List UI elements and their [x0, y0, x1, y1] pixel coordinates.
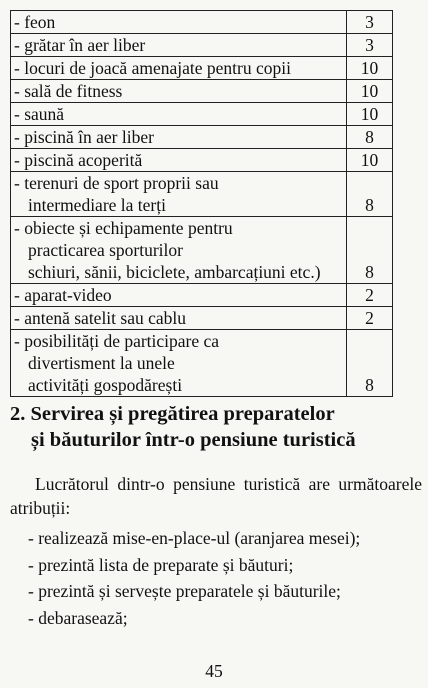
facility-name-line: - piscină în aer liber: [14, 127, 154, 147]
facility-name-line: - piscină acoperită: [14, 150, 143, 170]
facility-score-cell: 10: [347, 57, 393, 80]
facility-row: [11, 57, 393, 80]
facility-score-cell: 8: [347, 172, 393, 217]
facility-name-line: - terenuri de sport proprii sau: [14, 173, 219, 193]
facility-score-cell: 3: [347, 11, 393, 34]
facility-score-cell: 10: [347, 103, 393, 126]
duty-item: - prezintă lista de preparate și băuturi;: [28, 554, 294, 575]
facility-row: [11, 149, 393, 172]
facility-score-cell: 3: [347, 34, 393, 57]
facility-score-cell: 2: [347, 307, 393, 330]
facility-name-line: divertisment la unele: [28, 353, 175, 373]
section-body: [10, 472, 422, 631]
facility-row: [11, 217, 393, 284]
facility-name-cell: [11, 34, 347, 57]
facility-row: [11, 307, 393, 330]
facility-name-cell: [11, 103, 347, 126]
facility-row: [11, 172, 393, 217]
facility-name-cell: [11, 330, 347, 397]
facilities-score-table: [10, 10, 393, 397]
section-heading-line1: 2. Servirea și pregătirea preparatelor: [10, 403, 335, 425]
facility-name-cell: [11, 172, 347, 217]
facility-name-cell: [11, 149, 347, 172]
facility-score-cell: 2: [347, 284, 393, 307]
facility-name-line: activități gospodărești: [28, 375, 183, 395]
facility-name-line: - locuri de joacă amenajate pentru copii: [14, 58, 291, 78]
section-heading-line2: și băuturilor într-o pensiune turistică: [31, 429, 356, 451]
facility-row: [11, 34, 393, 57]
facility-row: [11, 103, 393, 126]
facility-name-cell: [11, 11, 347, 34]
facility-name-line: schiuri, sănii, biciclete, ambarcațiuni etc.): [28, 262, 321, 282]
facility-name-line: - obiecte și echipamente pentru: [14, 218, 233, 238]
facility-score-cell: 8: [347, 330, 393, 397]
facility-name-line: - grătar în aer liber: [14, 35, 146, 55]
facility-name-line: - aparat-video: [14, 285, 112, 305]
facility-row: [11, 126, 393, 149]
facility-name-cell: [11, 217, 347, 284]
facility-name-cell: [11, 307, 347, 330]
facility-score-cell: 8: [347, 217, 393, 284]
facility-name-cell: [11, 126, 347, 149]
facility-row: [11, 80, 393, 103]
facility-name-line: - sală de fitness: [14, 81, 123, 101]
facility-row: [11, 11, 393, 34]
duty-item: - prezintă și servește preparatele și băuturile;: [28, 581, 341, 601]
facility-name-line: intermediare la terți: [28, 195, 166, 215]
page-number: 45: [205, 661, 223, 681]
facility-name-line: - posibilități de participare ca: [14, 331, 220, 351]
facility-row: [11, 284, 393, 307]
duties-list: [10, 525, 422, 631]
duty-item: - debarasează;: [28, 607, 128, 628]
facility-name-cell: [11, 57, 347, 80]
facility-row: [11, 330, 393, 397]
facility-name-line: practicarea sporturilor: [28, 240, 183, 260]
facility-name-cell: [11, 284, 347, 307]
facility-score-cell: 8: [347, 126, 393, 149]
facility-score-cell: 10: [347, 149, 393, 172]
facility-name-line: - feon: [14, 12, 56, 32]
facility-score-cell: 10: [347, 80, 393, 103]
duty-item: - realizează mise-en-place-ul (aranjarea mesei);: [28, 528, 361, 548]
section-heading: [10, 401, 356, 453]
facility-name-line: - antenă satelit sau cablu: [14, 308, 187, 328]
facility-name-line: - saună: [14, 104, 65, 124]
intro-paragraph: Lucrătorul dintr-o pensiune turistică are următoarele atribuții:: [10, 474, 422, 518]
facility-name-cell: [11, 80, 347, 103]
